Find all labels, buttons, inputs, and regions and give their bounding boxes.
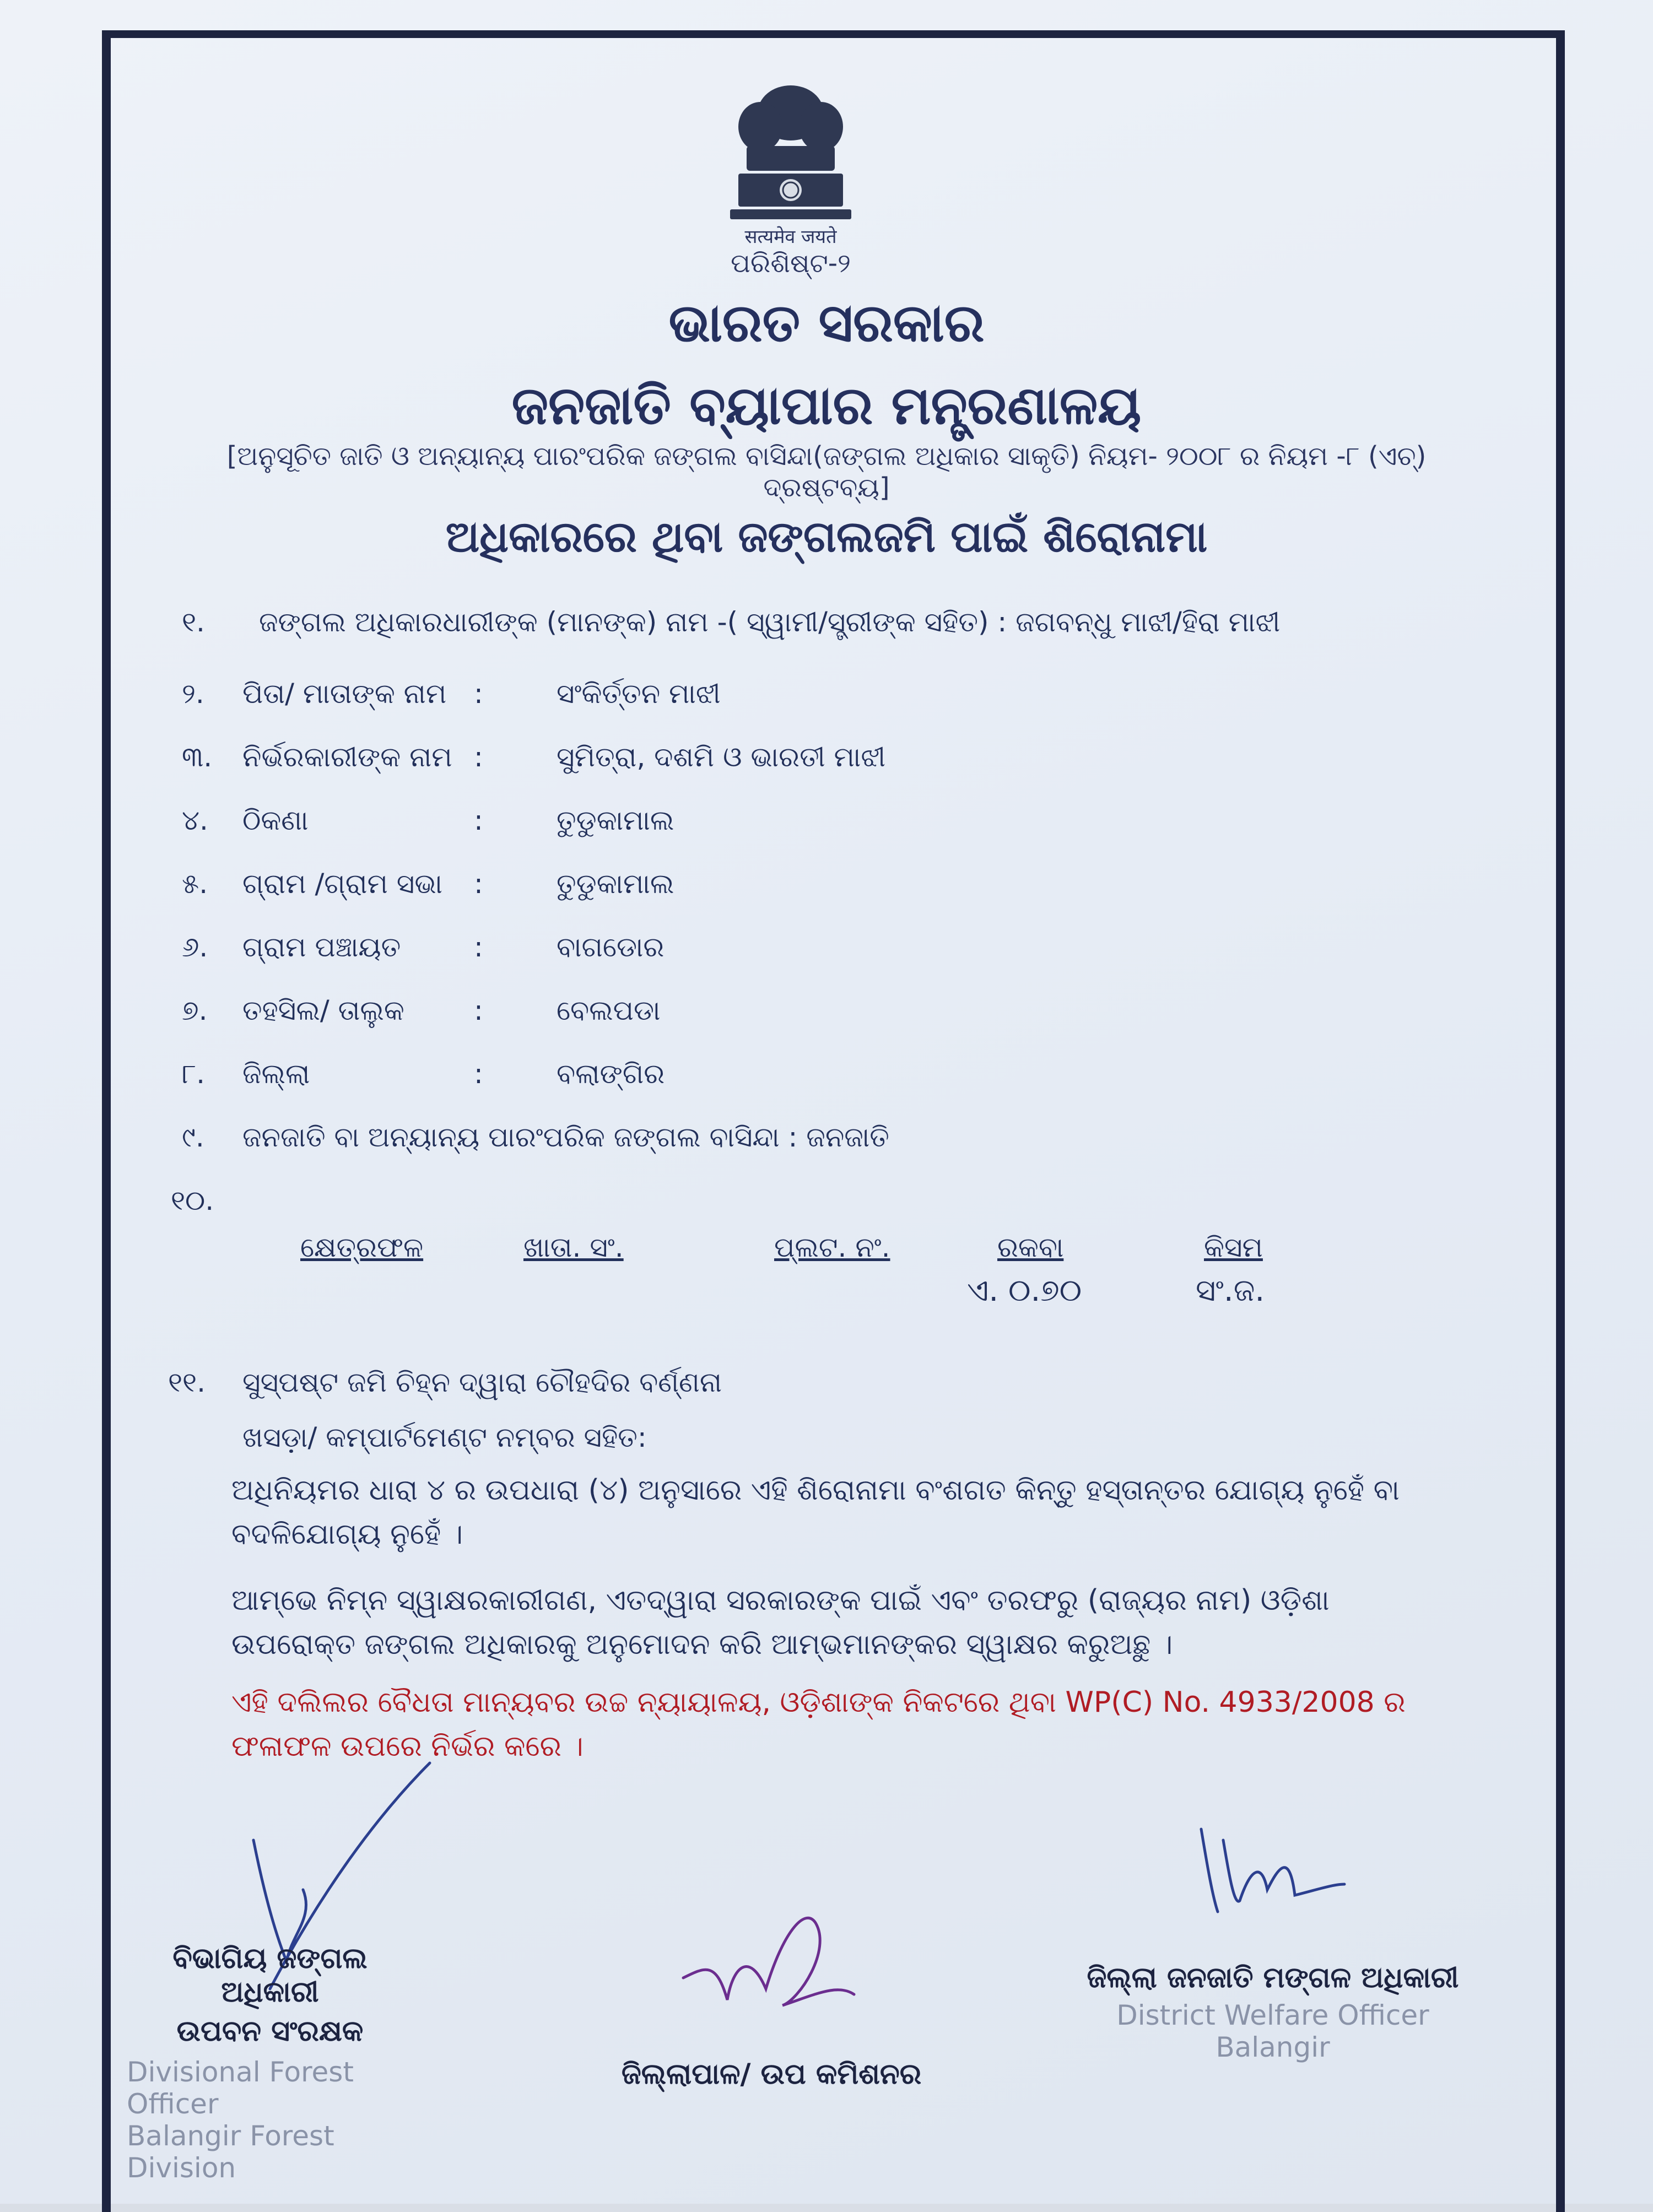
field-label: ନିର୍ଭରକାରୀଙ୍କ ନାମ — [242, 741, 452, 773]
field-number: ୧୧. — [168, 1366, 206, 1398]
field-number: ୯. — [182, 1121, 204, 1153]
document-heading: ଅଧିକାରରେ ଥିବା ଜଙ୍ଗଲଜମି ପାଇଁ ଶିରୋନାମା — [445, 512, 1208, 562]
table-header-khata: ଖାତା. ସଂ. — [523, 1231, 624, 1263]
field-number: ୫. — [182, 868, 208, 900]
table-header-kisam: କିସମ — [1204, 1231, 1263, 1263]
validity-notice: ଏହି ଦଲିଲର ବୈଧତା ମାନ୍ୟବର ଉଚ୍ଚ ନ୍ୟାୟାଳୟ, ଓଡ଼ିଶାଙ୍କ ନିକଟରେ ଥିବା WP(C) No. 4933/2008 ର ଫଳାଫଳ ଉପରେ ନିର୍ଭର କରେ । — [231, 1686, 1406, 1763]
field-colon: : — [474, 678, 483, 710]
field-number: ୧. — [182, 606, 205, 638]
signatory-dwo — [1047, 1961, 1499, 2063]
field-number: ୬. — [182, 931, 208, 963]
field-value: ବେଲପଡା — [557, 994, 661, 1026]
field-number: ୮. — [182, 1058, 205, 1090]
field-number: ୪. — [182, 804, 208, 836]
field-value: ତୁଡୁକାମାଲ — [557, 868, 674, 900]
table-value-rakba: ଏ. ୦.୭୦ — [967, 1273, 1082, 1308]
signatory-dwo-location: Balangir — [1216, 2031, 1330, 2063]
field-value: ତୁଡୁକାମାଲ — [557, 804, 674, 836]
field-colon: : — [474, 1058, 483, 1090]
field-number: ୩. — [182, 741, 213, 773]
national-emblem-icon — [708, 74, 873, 240]
field-label: ଜଙ୍ଗଲ ଅଧିକାରଧାରୀଙ୍କ (ମାନଙ୍କ) ନାମ -( ସ୍ୱାମୀ/ସ୍ତ୍ରୀଙ୍କ ସହିତ) : ଜଗବନ୍ଧୁ ମାଝୀ/ହିରା ମାଝୀ — [259, 606, 1281, 638]
item11-line1: ସୁସ୍ପଷ୍ଟ ଜମି ଚିହ୍ନ ଦ୍ୱାରା ଚୌହଦିର ବର୍ଣ୍ଣନା — [242, 1366, 722, 1398]
signature-dwo — [1185, 1818, 1350, 1928]
field-colon: : — [474, 868, 483, 900]
emblem-motto: सत्यमेव जयते — [744, 226, 837, 248]
signature-collector — [672, 1901, 882, 2033]
signatory-collector — [573, 2058, 970, 2091]
field-label: ପିତା/ ମାତାଙ୍କ ନାମ — [242, 678, 447, 710]
field-value: ସଂକିର୍ତ୍ତନ ମାଝୀ — [557, 678, 721, 710]
field-number: ୨. — [182, 678, 204, 710]
signatory-dfo-division: Balangir Forest Division — [127, 2120, 334, 2184]
item11-line2: ଖସଡ଼ା/ କମ୍ପାର୍ଟମେଣ୍ଟ ନମ୍ବର ସହିତ: — [242, 1421, 647, 1453]
table-header-plot: ପ୍ଲଟ. ନଂ. — [774, 1231, 890, 1263]
table-value-kisam: ସଂ.ଜ. — [1196, 1273, 1265, 1308]
table-header-rakba: ରକବା — [997, 1231, 1064, 1263]
title-government: ଭାରତ ସରକାର — [668, 292, 985, 354]
field-label: ତହସିଲ/ ତାଲୁକ — [242, 994, 404, 1026]
field-value: ସୁମିତ୍ରା, ଦଶମି ଓ ଭାରତୀ ମାଝୀ — [557, 741, 886, 773]
field-label: ଜନଜାତି ବା ଅନ୍ୟାନ୍ୟ ପାରଂପରିକ ଜଙ୍ଗଲ ବାସିନ୍ଦା : ଜନଜାତି — [242, 1121, 889, 1153]
field-number: ୧୦. — [171, 1185, 214, 1216]
field-label: ଠିକଣା — [242, 804, 309, 836]
field-colon: : — [474, 741, 483, 773]
field-label: ଗ୍ରାମ ପଞ୍ଚାୟତ — [242, 931, 401, 963]
signatory-dfo — [127, 1942, 413, 2184]
field-value: ବଲାଙ୍ଗିର — [557, 1058, 665, 1090]
signatory-dfo-title: ବିଭାଗିୟ ଜଙ୍ଗଲ ଅଧିକାରୀ — [172, 1942, 368, 2009]
field-number: ୭. — [182, 994, 208, 1026]
field-colon: : — [474, 931, 483, 963]
signatory-collector-title: ଜିଲ୍ଲାପାଳ/ ଉପ କମିଶନର — [621, 2058, 922, 2091]
approval-clause: ଆମ୍ଭେ ନିମ୍ନ ସ୍ୱାକ୍ଷରକାରୀଗଣ, ଏତଦ୍ୱାରା ସରକାରଙ୍କ ପାଇଁ ଏବଂ ତରଫରୁ (ରାଜ୍ୟର ନାମ) ଓଡ଼ିଶା ଉପରୋକ୍ତ ଜଙ୍ଗଲ ଅଧିକାରକୁ ଅନୁମୋଦନ କରି ଆମ୍ଭମାନଙ୍କର ସ୍ୱାକ୍ଷର କରୁଅଛୁ । — [231, 1584, 1330, 1661]
signatory-dwo-english: District Welfare Officer — [1116, 1999, 1429, 2031]
field-label: ଜିଲ୍ଲା — [242, 1058, 310, 1090]
title-ministry: ଜନଜାତି ବ୍ୟାପାର ମନ୍ତ୍ରଣାଳୟ — [511, 375, 1142, 436]
table-header-area: କ୍ଷେତ୍ରଫଳ — [300, 1231, 424, 1263]
field-label: ଗ୍ରାମ /ଗ୍ରାମ ସଭା — [242, 868, 443, 900]
signatory-dfo-english: Divisional Forest Officer — [127, 2056, 354, 2120]
field-value: ବାଗଡୋର — [557, 931, 665, 963]
inheritance-clause: ଅଧିନିୟମର ଧାରା ୪ ର ଉପଧାରା (୪) ଅନୁସାରେ ଏହି ଶିରୋନାମା ବଂଶଗତ କିନ୍ତୁ ହସ୍ତାନ୍ତର ଯୋଗ୍ୟ ନୁହେଁ ବା ବଦଳିଯୋଗ୍ୟ ନୁହେଁ । — [231, 1474, 1400, 1551]
field-colon: : — [474, 994, 483, 1026]
field-colon: : — [474, 804, 483, 836]
annex-label: ପରିଶିଷ୍ଟ-୨ — [731, 248, 851, 279]
signatory-dfo-subtitle: ଉପବନ ସଂରକ୍ଷକ — [176, 2015, 364, 2048]
rule-reference: [ଅନୁସୂଚିତ ଜାତି ଓ ଅନ୍ୟାନ୍ୟ ପାରଂପରିକ ଜଙ୍ଗଲ ବାସିନ୍ଦା(ଜଙ୍ଗଲ ଅଧିକାର ସାକୃତି) ନିୟମ- ୨୦୦୮ ର ନିୟମ -୮ (ଏଚ୍) ଦ୍ରଷ୍ଟବ୍ୟ] — [226, 441, 1427, 503]
signatory-dwo-title: ଜିଲ୍ଲା ଜନଜାତି ମଙ୍ଗଳ ଅଧିକାରୀ — [1087, 1961, 1459, 1994]
